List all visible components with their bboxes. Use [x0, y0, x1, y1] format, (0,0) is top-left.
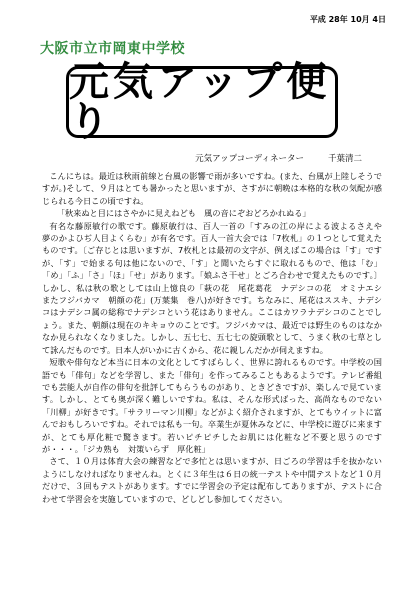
school-name: 大阪市立市岡東中学校: [40, 41, 185, 57]
paragraph-poem-quote: 「秋来ぬと目にはさやかに見えねども 風の音にぞおどろかれぬる」: [56, 208, 311, 219]
byline: [195, 152, 362, 164]
article-body: [42, 170, 391, 505]
coordinator-name: 千葉清二: [327, 154, 362, 164]
newsletter-title-frame: [66, 59, 338, 145]
issue-date: 平成 28年 10月 4日: [309, 15, 386, 24]
coordinator-role: 元気アップコーディネーター: [195, 154, 304, 164]
paragraph-study: さて、１０月は体育大会の練習などで多忙とは思いますが、日ごろの学習は手を抜かないようにしなければなりませんね。とくに３年生は６日の統一テストや中間テストなど１０月だけで、３回もテストがあります。すでに学習会の予定は配布してありますが、テストに合わせて学習会を実施していますので、どしどし参加してください。: [42, 456, 382, 504]
paragraph-poets: 有名な藤原敏行の歌です。藤原敏行は、百人一首の「すみの江の岸による波よるさえや 夢のかよひぢ人目よくらむ」が有名です。百人一首大会では「7枚札」の１つとして覚えたものです。〔ご存じとは思いますが、7枚札とは最初の文字が、例えばこの場合は「す」ですが、「す」で始まる句は他にないので、「す」と聞いたらすぐに取れるもので、他は「む」「め」「ふ」「さ」「ほ」「せ」があります。「娘ふさ干せ」とごろ合わせで覚えたものです。〕しかし、私は秋の歌としては山上憶良の「萩の花 尾花葛花 ナデシコの花 オミナエシ またフジバカマ 朝顔の花」(万葉集 巻八)が好きです。ちなみに、尾花はススキ、ナデシコはナデシコ属の総称でナデシコという花はありません。ここはカワラナデシコのことでしょう。また、朝顔は現在のキキョウのことです。フジバカマは、最近では野生のものはなかなか見られなくなりました。しかし、五七七、五七七の旋頭歌として、うまく秋の七草として詠んだものです。日本人がいかに古くから、花に親しんだかが伺えますね。: [42, 220, 391, 355]
newsletter-title: 元気アップ便り: [69, 59, 331, 145]
paragraph-greeting: こんにちは。最近は秋雨前線と台風の影響で雨が多いですね。(また、台風が上陸しそうですが。)そして、９月はとても暑かったと思いますが、さすがに朝晩は本格的な秋の気配が感じられる今日この頃ですね。: [42, 171, 382, 206]
paragraph-senryu: 短歌や俳句など本当に日本の文化としてすばらしく、世界に誇れるものです。中学校の国語でも「俳句」などを学習し、また「俳句」を作ってみることもあるようです。テレビ番組でも芸能人が自作の俳句を批評してもらうものがあり、ときどきですが、楽しんで見ています。しかし、とても奥が深く難しいですね。私は、そんな形式ばった、高尚なものでない「川柳」が好きです。「サラリーマン川柳」などがよく紹介されますが、とてもウイットに富んでおもしろいですね。それでは私も一句。卒業生が夏休みなどに、中学校に遊びに来ますが、とても厚化粧で驚きます。若いピチピチしたお肌には化粧など不要と思うのですが・・・。「ジカ熟も 対策いらず 厚化粧」: [42, 357, 382, 454]
